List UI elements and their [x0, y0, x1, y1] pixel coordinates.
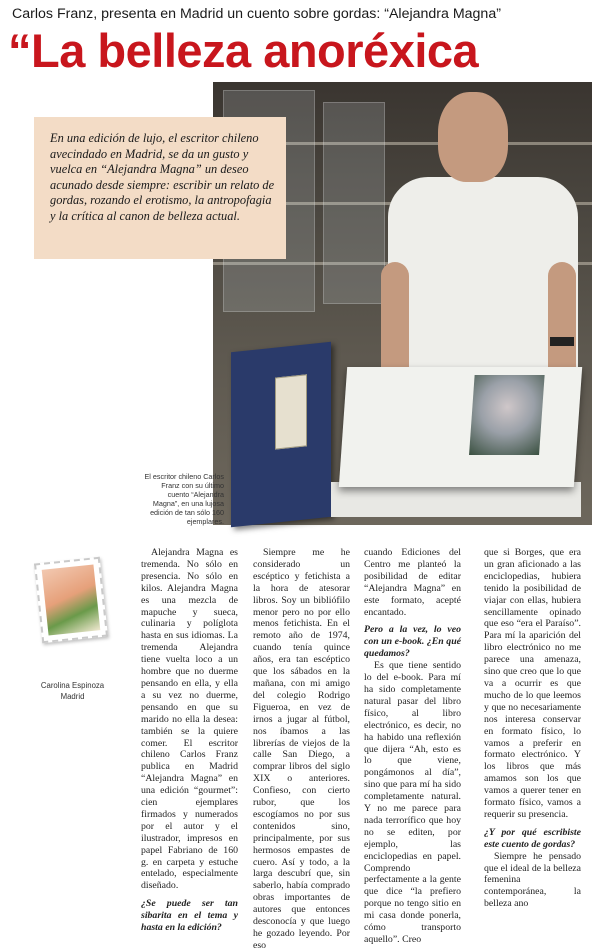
stamp-illustration [34, 557, 108, 643]
column-paragraph: Alejandra Magna es tremenda. No sólo en presencia. No sólo en kilos. Alejandra Magna es una mezcla de mapuche y sueca, culinaria y políglota hasta en sus idiomas. La tremenda Alejandra tiene vuelta loco a un hombre que no duerme pensando en ella, y ella a su vez no duerme, pensando en que su marido no ella la desea: también se la quiere comer. El escritor chileno Carlos Franz publica en Madrid “Alejandra Magna” en una edición “gourmet”: cien ejemplares firmados y numerados por el autor y el ilustrador, impresos en papel Fabriano de 160 g. en carpeta y estuche entelado, especialmente diseñado. [141, 547, 238, 892]
article-intro: En una edición de lujo, el escritor chileno avecindado en Madrid, se da un gusto y vuelca en “Alejandra Magna” un deseo acunado desde siempre: escribir un relato de gordas, rozando el erotismo, la antropofagia y la crítica al canon de belleza actual. [34, 117, 286, 259]
blue-book-case [231, 342, 331, 528]
article-column-1 [141, 547, 238, 934]
interview-question: Pero a la vez, lo veo con un e-book. ¿En qué quedamos? [364, 624, 461, 660]
article-headline: “La belleza anoréxica [8, 24, 479, 77]
interview-question: ¿Y por qué escribiste este cuento de gordas? [484, 826, 581, 850]
column-paragraph: cuando Ediciones del Centro me planteó la posibilidad de editar “Alejandra Magna” en este formato, acepté encantado. [364, 547, 461, 618]
article-column-2 [253, 547, 350, 951]
article-column-3 [364, 547, 461, 945]
interview-question: ¿Se puede ser tan sibarita en el tema y hasta en la edición? [141, 898, 238, 934]
article-column-4 [484, 547, 581, 910]
column-paragraph: que si Borges, que era un gran aficionado a las enciclopedias, hubiera tenido la posibilidad de viajar con ellas, hubiera sencillamente opinado que eso “era el Paraíso”. Para mí la aparición del libro electrónico no me parece una amenaza, sino que creo que lo que va a ocurrir es que mucho de lo que leemos y que no necesariamente nos interesa conservar en formato físico, lo vamos a preferir en formato electrónico. Y los libros que más amamos son los que vamos a querer tener en formato físico, vamos a requerir su presencia. [484, 547, 581, 820]
open-book-illustration [339, 367, 582, 487]
byline-author: Carolina Espinoza [40, 681, 105, 690]
column-paragraph: Siempre he pensado que el ideal de la belleza femenina contemporánea, la belleza ano [484, 850, 581, 910]
column-paragraph: Siempre me he considerado un escéptico y fetichista a la hora de atesorar libros. Soy un bibliófilo menor pero no por ello menos fetichista. En el remoto año de 1974, cuando tenía quince años, era tan escéptico que los sábados en la mañana, con mi amigo del colegio Rodrigo Figueroa, en vez de irnos a jugar al fútbol, nos íbamos a las librerías de viejos de la calle San Diego, a comprar libros del siglo XIX o anteriores. Confieso, con cierto rubor, que los escogíamos no por sus contenidos sino, principalmente, por sus hermosos empastes de cuero. Así y todo, a la larga descubrí que, sin saberlo, había comprado obras importantes de autores que entonces desconocía y que luego he gozado leyendo. Por eso [253, 547, 350, 951]
photo-caption: El escritor chileno Carlos Franz con su último cuento “Alejandra Magna”, en una lujosa edición de tan sólo 160 ejemplares. [144, 472, 224, 526]
column-paragraph: Es que tiene sentido lo del e-book. Para mí ha sido completamente natural pasar del libro físico, al libro electrónico, es decir, no ha habido una reflexión que dijera “Ah, esto es lo que viene, pongámonos al día”, sino que para mí ha sido completamente natural. Y no me parece para nada terrorífico que hoy no se editen, por ejemplo, las enciclopedias en papel. Comprendo perfectamente a la gente que dice “la prefiero porque no tengo sitio en mi casa donde ponerla, cómo transporto aquello”. Creo [364, 660, 461, 945]
byline-city: Madrid [60, 692, 85, 701]
article-kicker: Carlos Franz, presenta en Madrid un cuento sobre gordas: “Alejandra Magna” [12, 6, 501, 22]
byline [10, 680, 135, 702]
